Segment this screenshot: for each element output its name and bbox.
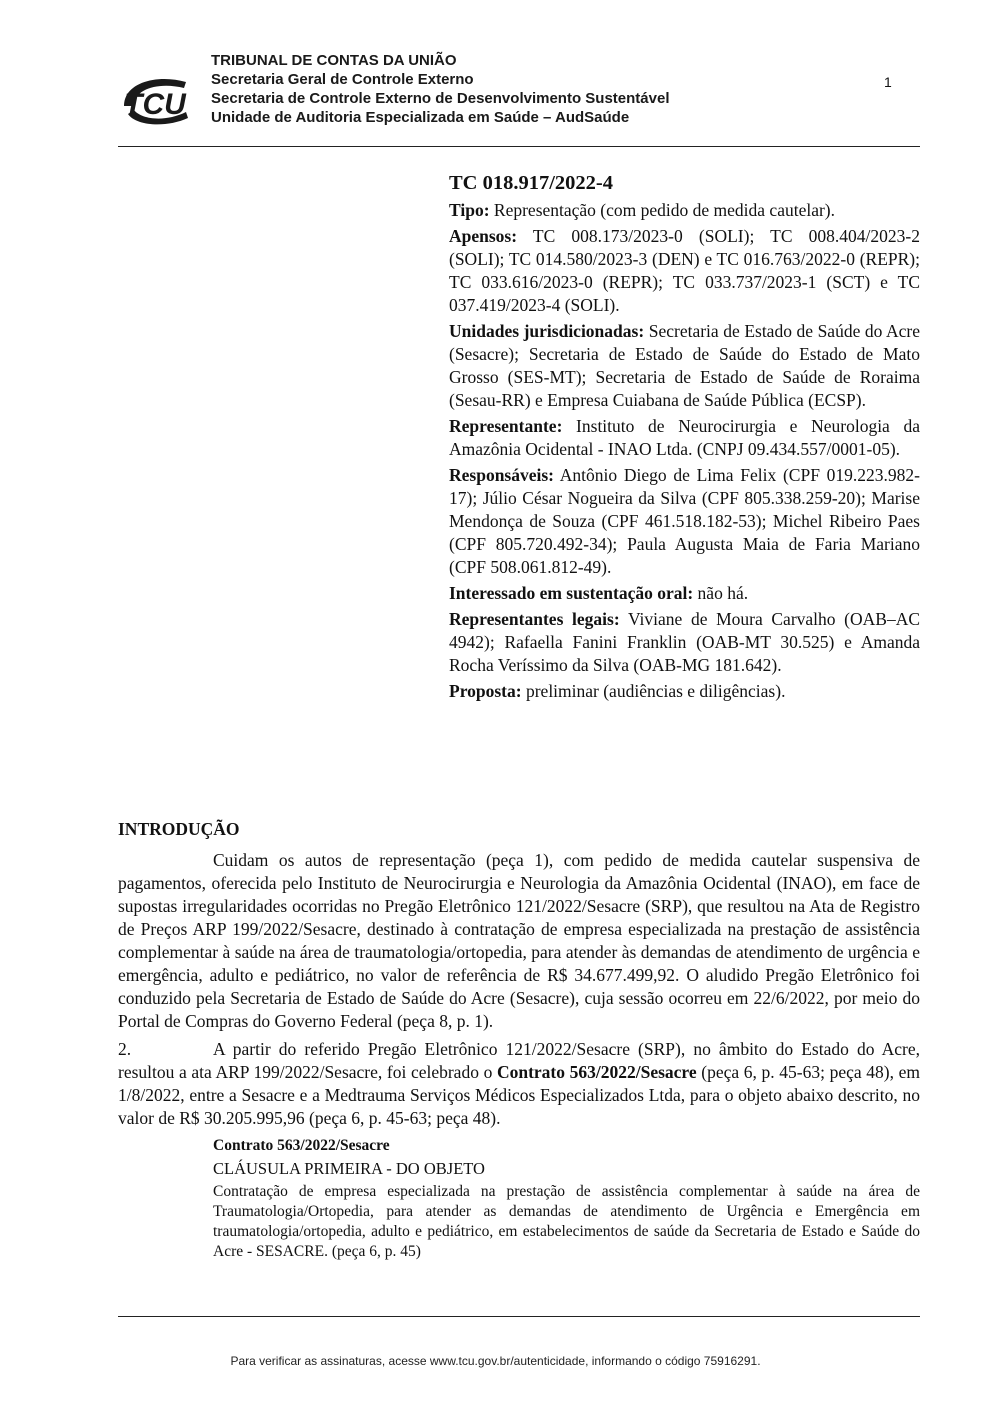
meta-representante: Representante: Instituto de Neurocirurgia e Neurologia da Amazônia Ocidental - INAO Ltda. (CNPJ 09.434.557/0001-05).	[449, 416, 920, 459]
footer-divider	[118, 1316, 920, 1317]
document-body	[118, 818, 920, 1265]
header-divider	[118, 146, 920, 147]
logo-text: TCU	[124, 88, 186, 121]
header-line-unit: Unidade de Auditoria Especializada em Saúde – AudSaúde	[211, 109, 630, 126]
contract-reference: Contrato 563/2022/Sesacre	[496, 1062, 697, 1082]
meta-representantes-legais: Representantes legais: Viviane de Moura Carvalho (OAB–AC 4942); Rafaella Fanini Franklin (OAB-MT 30.525) e Amanda Rocha Veríssimo da Silva (OAB-MG 181.642).	[449, 609, 921, 675]
paragraph-1: Cuidam os autos de representação (peça 1), com pedido de medida cautelar suspensiva de pagamentos, oferecida pelo Instituto de Neurocirurgia e Neurologia da Amazônia Ocidental (INAO), em face de supostas irregularidades ocorridas no Pregão Eletrônico 121/2022/Sesacre (SRP), que resultou na Ata de Registro de Preços ARP 199/2022/Sesacre, destinado à contratação de empresa especializada na prestação de assistência complementar à saúde na área de traumatologia/ortopedia, para atender às demandas de atendimento de urgência e emergência, adulto e pediátrico, no valor de referência de R$ 34.677.499,92. O aludido Pregão Eletrônico foi conduzido pela Secretaria de Estado de Saúde do Acre (Sesacre), cuja sessão ocorreu em 22/6/2022, por meio do Portal de Compras do Governo Federal (peça 8, p. 1).	[118, 850, 920, 1031]
header-line-secretariat: Secretaria Geral de Controle Externo	[211, 71, 474, 88]
header-line-court: TRIBUNAL DE CONTAS DA UNIÃO	[211, 52, 457, 69]
paragraph-2: 2. A partir do referido Pregão Eletrônico 121/2022/Sesacre (SRP), no âmbito do Estado do Acre, resultou a ata ARP 199/2022/Sesacre, foi celebrado o Contrato 563/2022/Sesacre (peça 6, p. 45-63; peça 48), em 1/8/2022, entre a Sesacre e a Medtrauma Serviços Médicos Especializados Ltda, para o objeto abaixo descrito, no valor de R$ 30.205.995,96 (peça 6, p. 45-63; peça 48).	[118, 1039, 920, 1128]
paragraph-number: 2.	[118, 1039, 132, 1059]
meta-responsaveis: Responsáveis: Antônio Diego de Lima Felix (CPF 019.223.982-17); Júlio César Nogueira da Silva (CPF 805.338.259-20); Marise Mendonça de Souza (CPF 461.518.182-53); Michel Ribeiro Paes (CPF 805.720.492-34); Paula Augusta Maia de Faria Mariano (CPF 508.061.812-49).	[449, 465, 920, 577]
header-line-subsecretariat: Secretaria de Controle Externo de Desenvolvimento Sustentável	[211, 90, 670, 107]
meta-proposta: Proposta: preliminar (audiências e diligências).	[449, 681, 786, 701]
section-heading: INTRODUÇÃO	[118, 819, 240, 839]
process-number: TC 018.917/2022-4	[449, 172, 613, 194]
quote-title: Contrato 563/2022/Sesacre	[213, 1137, 390, 1154]
meta-interessado: Interessado em sustentação oral: não há.	[449, 583, 749, 603]
meta-apensos: Apensos: TC 008.173/2023-0 (SOLI); TC 008.404/2023-2 (SOLI); TC 014.580/2023-3 (DEN) e TC 016.763/2022-0 (REPR); TC 033.616/2023-0 (REPR); TC 033.737/2023-1 (SCT) e TC 037.419/2023-4 (SOLI).	[449, 226, 920, 315]
verification-footer: Para verificar as assinaturas, acesse www.tcu.gov.br/autenticidade, informando o código 75916291.	[230, 1354, 761, 1368]
process-metadata	[449, 170, 920, 706]
page-number: 1	[884, 74, 892, 90]
tcu-logo	[118, 72, 192, 130]
meta-unidades: Unidades jurisdicionadas: Secretaria de Estado de Saúde do Acre (Sesacre); Secretaria de Estado de Saúde do Estado de Mato Grosso (SES-MT); Secretaria de Estado de Saúde de Roraima (Sesau-RR) e Empresa Cuiabana de Saúde Pública (ECSP).	[449, 321, 920, 410]
meta-tipo: Tipo: Representação (com pedido de medida cautelar).	[449, 200, 835, 220]
quote-clause: CLÁUSULA PRIMEIRA - DO OBJETO	[213, 1159, 485, 1178]
institution-header	[211, 51, 851, 127]
contract-quote	[213, 1136, 920, 1262]
quote-text: Contratação de empresa especializada na prestação de assistência complementar à saúde na área de Traumatologia/Ortopedia, para atender as demandas de atendimento de Urgência e Emergência em traumatologia/ortopedia, adulto e pediátrico, em estabelecimentos de saúde da Secretaria de Estado e Saúde do Acre - SESACRE. (peça 6, p. 45)	[213, 1183, 920, 1260]
